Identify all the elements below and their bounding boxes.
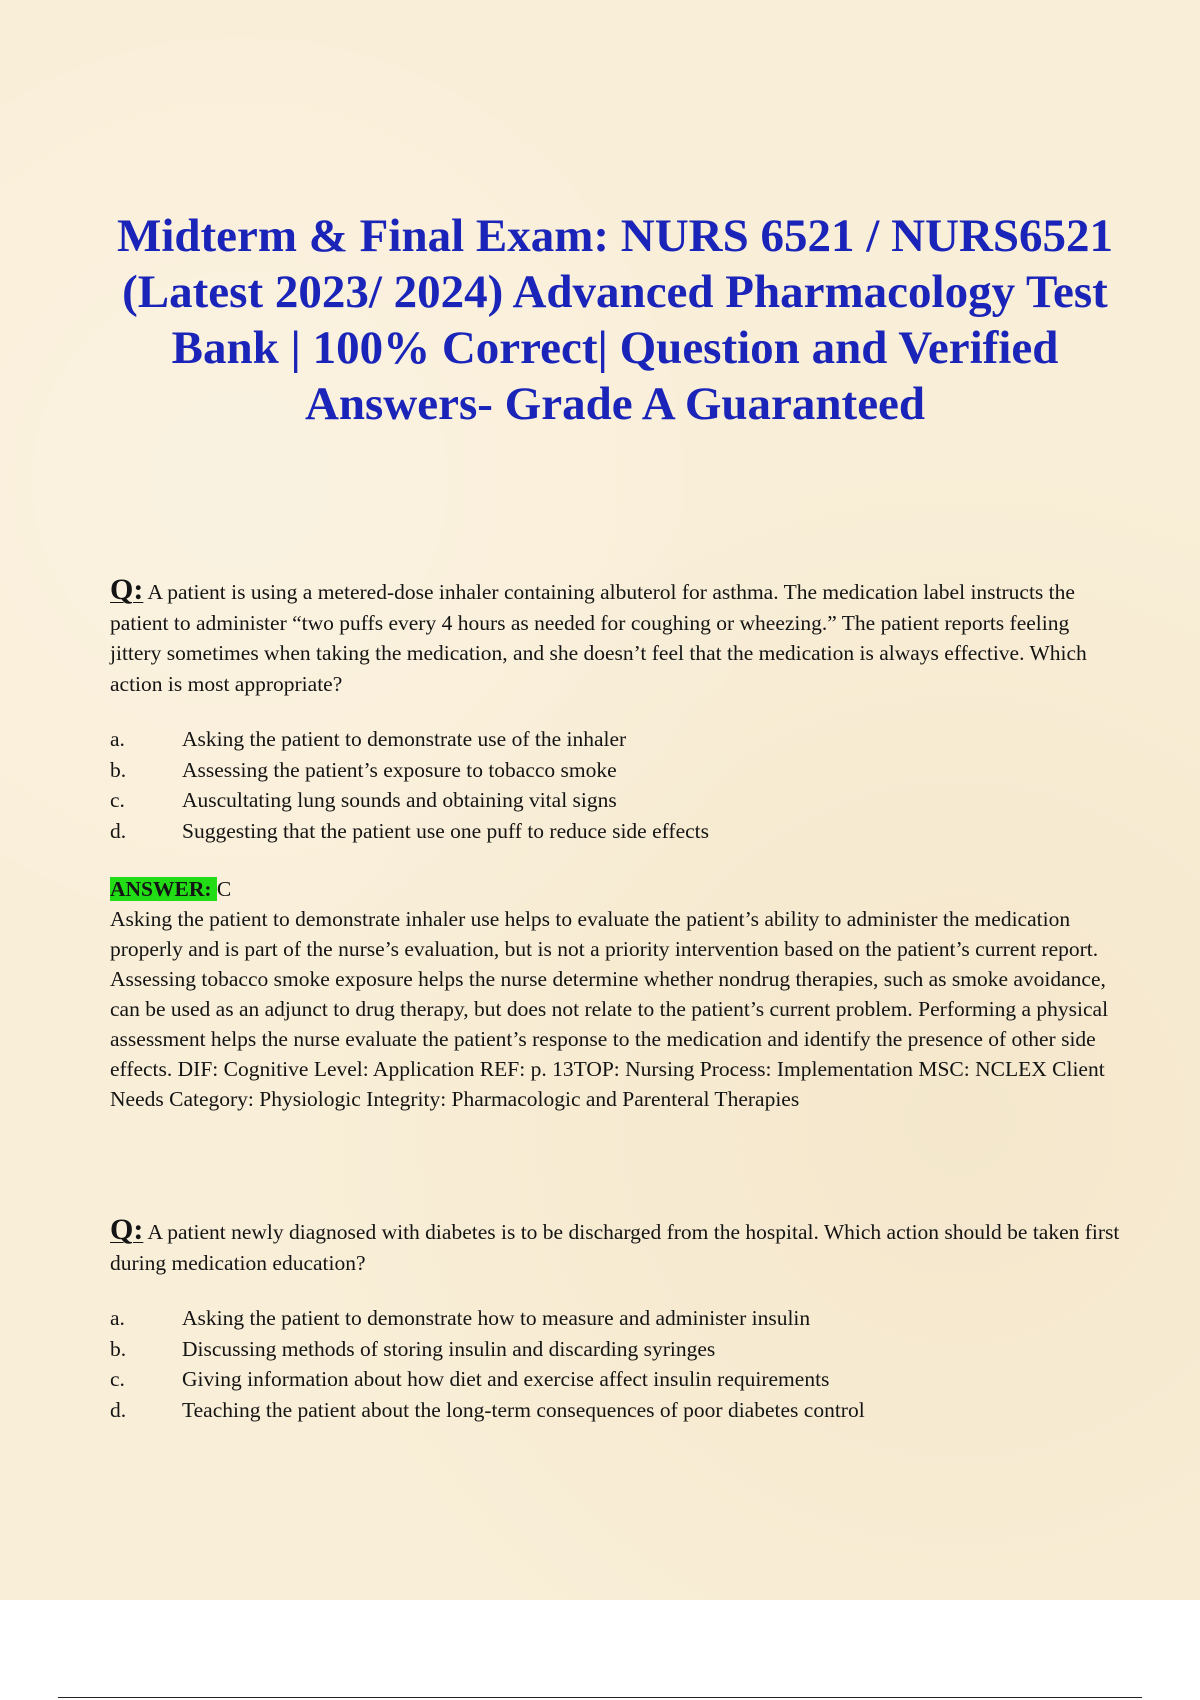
document-title: Midterm & Final Exam: NURS 6521 / NURS6521 (Latest 2023/ 2024) Advanced Pharmacology Test Bank | 100% Correct| Question and Verified Answers- Grade A Guaranteed [116, 210, 1114, 430]
option-text: Assessing the patient’s exposure to tobacco smoke [182, 757, 617, 782]
question-label: Q: [110, 573, 144, 606]
answer-line [110, 874, 1120, 904]
option-text: Asking the patient to demonstrate use of the inhaler [182, 727, 627, 751]
option-b [110, 1334, 1120, 1365]
option-letter: a. [110, 1306, 125, 1330]
option-text: Asking the patient to demonstrate how to measure and administer insulin [182, 1306, 811, 1330]
answer-options [110, 1303, 1120, 1425]
footer-divider [58, 1697, 1142, 1698]
option-text: Discussing methods of storing insulin and discarding syringes [182, 1336, 716, 1361]
question-text: A patient newly diagnosed with diabetes is to be discharged from the hospital. Which action should be taken first during medication education? [110, 1220, 1120, 1275]
option-letter: b. [110, 757, 127, 782]
option-letter: d. [110, 818, 127, 843]
option-a [110, 724, 1120, 755]
question-1 [110, 575, 1120, 1114]
question-text: A patient is using a metered-dose inhaler containing albuterol for asthma. The medication label instructs the patient to administer “two puffs every 4 hours as needed for coughing or wheezing.” The patient reports feeling jittery sometimes when taking the medication, and she doesn’t feel that the medication is always effective. Which action is most appropriate? [110, 580, 1087, 696]
option-letter: c. [110, 788, 125, 812]
answer-value: C [216, 877, 232, 901]
question-stem [110, 575, 1120, 699]
option-letter: b. [110, 1336, 127, 1361]
answer-label: ANSWER: [110, 877, 217, 901]
option-d [110, 1395, 1120, 1426]
question-2 [110, 1215, 1120, 1425]
option-d [110, 816, 1120, 847]
option-text: Auscultating lung sounds and obtaining vital signs [182, 788, 617, 812]
option-text: Teaching the patient about the long-term consequences of poor diabetes control [182, 1397, 865, 1422]
option-c [110, 1364, 1120, 1395]
question-stem [110, 1215, 1120, 1278]
option-c [110, 785, 1120, 816]
option-a [110, 1303, 1120, 1334]
question-label: Q: [110, 1213, 144, 1246]
answer-block [110, 874, 1120, 1114]
option-b [110, 755, 1120, 786]
option-text: Suggesting that the patient use one puff to reduce side effects [182, 818, 710, 843]
option-letter: c. [110, 1367, 125, 1391]
option-letter: d. [110, 1397, 127, 1422]
answer-options [110, 724, 1120, 846]
answer-rationale: Asking the patient to demonstrate inhaler use helps to evaluate the patient’s ability to administer the medication properly and is part of the nurse’s evaluation, but is not a priority intervention based on the patient’s current report. Assessing tobacco smoke exposure helps the nurse determine whether nondrug therapies, such as smoke avoidance, can be used as an adjunct to drug therapy, but does not relate to the patient’s current problem. Performing a physical assessment helps the nurse evaluate the patient’s response to the medication and identify the presence of other side effects. DIF: Cognitive Level: Application REF: p. 13TOP: Nursing Process: Implementation MSC: NCLEX Client Needs Category: Physiologic Integrity: Pharmacologic and Parenteral Therapies [110, 907, 1109, 1111]
option-text: Giving information about how diet and exercise affect insulin requirements [182, 1367, 830, 1391]
option-letter: a. [110, 727, 125, 751]
